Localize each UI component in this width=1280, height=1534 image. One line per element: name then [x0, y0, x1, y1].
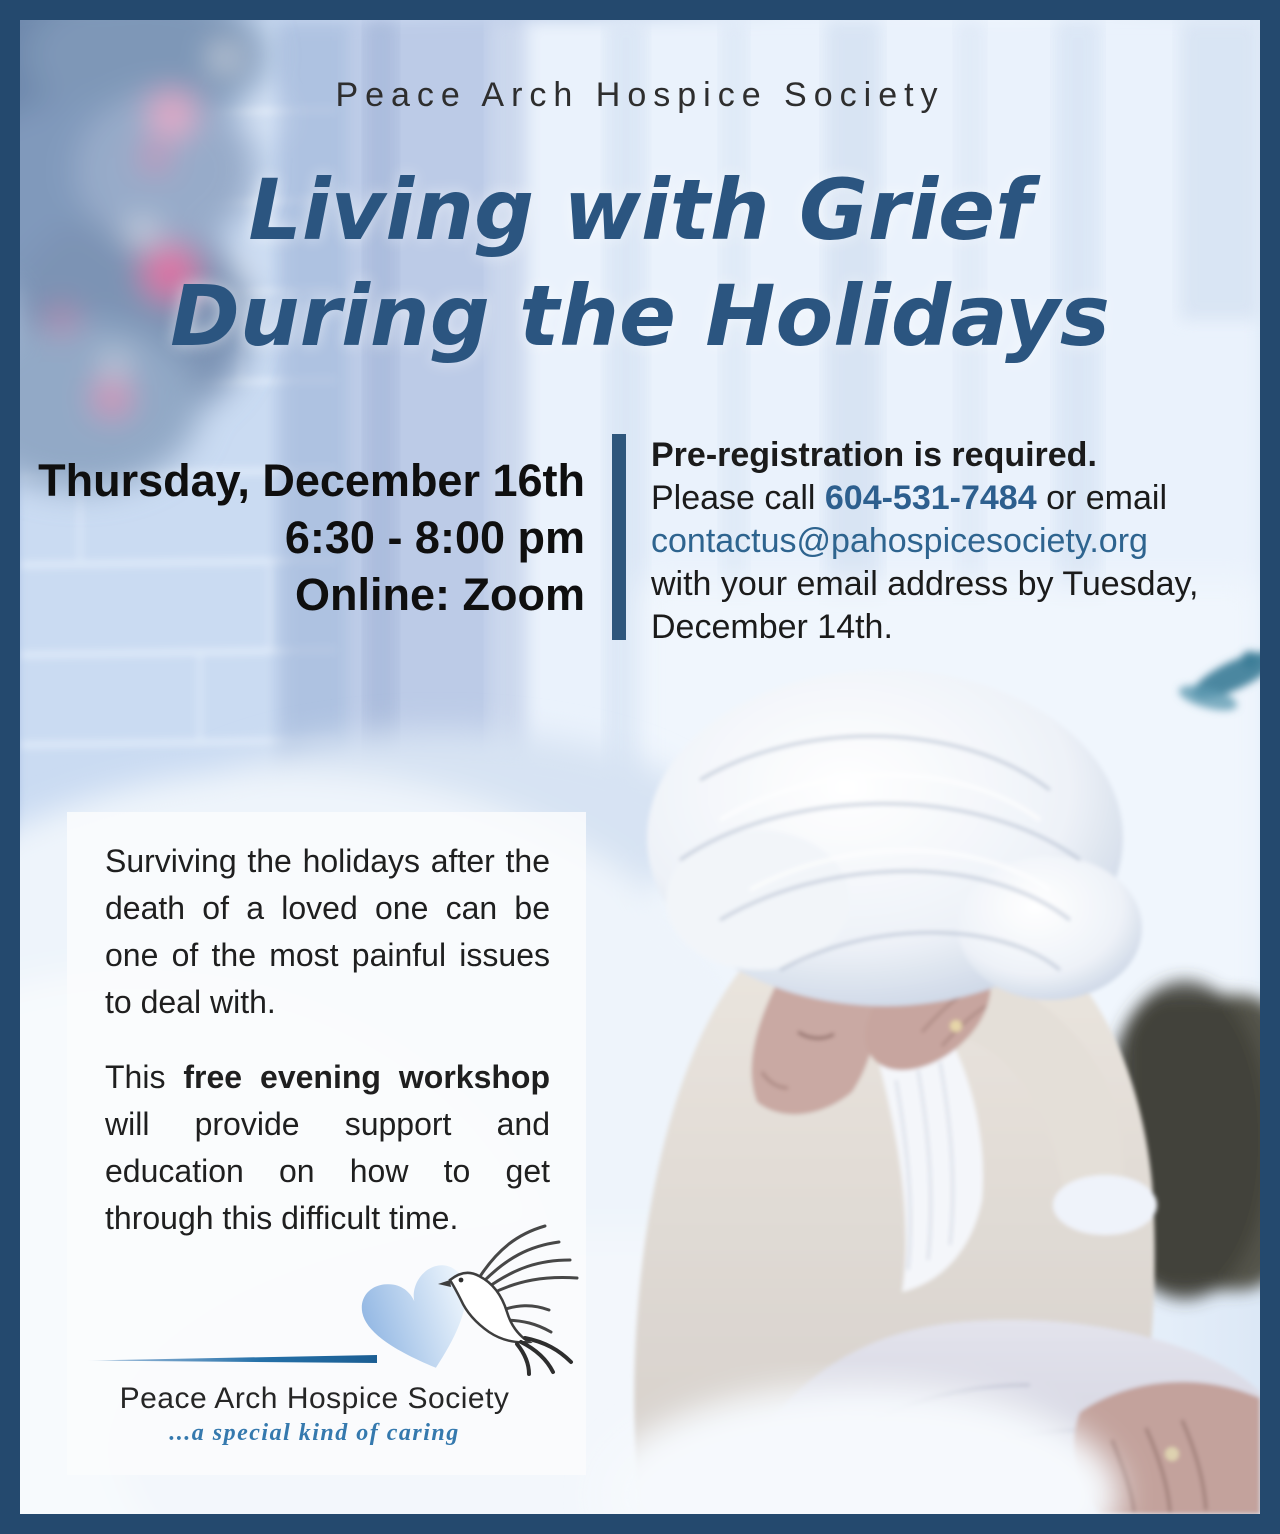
bold-workshop-text: free evening workshop — [183, 1059, 551, 1095]
org-name-header: Peace Arch Hospice Society — [335, 76, 945, 114]
registration-call-line — [651, 477, 1221, 520]
dove-eye — [459, 1278, 464, 1283]
deadline-line1: with your email address by Tuesday, — [651, 565, 1199, 603]
description-paragraph-1 — [105, 838, 550, 1026]
paragraph-line — [105, 1054, 550, 1101]
description-box — [67, 812, 586, 1475]
deadline-line2: December 14th. — [651, 608, 893, 646]
divider-bar — [612, 434, 626, 640]
event-platform: Online: Zoom — [295, 569, 585, 620]
logo-tagline: ...a special kind of caring — [169, 1420, 460, 1446]
blouse-cuff — [1053, 1175, 1157, 1235]
workshop-prefix: This — [105, 1059, 184, 1095]
phone-link[interactable]: 604-531-7484 — [824, 479, 1037, 517]
paragraph-line: to deal with. — [105, 984, 276, 1020]
swoosh-line — [85, 1355, 377, 1363]
call-prefix: Please call — [651, 479, 825, 517]
logo-org-name: Peace Arch Hospice Society — [119, 1382, 510, 1415]
ring — [1165, 1447, 1179, 1461]
paragraph-line: will provide support and — [105, 1106, 550, 1142]
paragraph-line: one of the most painful issues — [105, 937, 550, 973]
title-line1: Living with Grief — [248, 161, 1032, 259]
call-suffix: or email — [1036, 479, 1167, 517]
paragraph-line: through this difficult time. — [105, 1200, 459, 1236]
registration-heading: Pre-registration is required. — [651, 436, 1097, 474]
event-details — [20, 452, 585, 623]
paragraph-line: education on how to get — [105, 1153, 550, 1189]
page-title — [20, 158, 1260, 370]
paragraph-line: Surviving the holidays after the — [105, 843, 550, 879]
paragraph-line: death of a loved one can be — [105, 890, 550, 926]
event-time: 6:30 - 8:00 pm — [284, 512, 585, 563]
event-date: Thursday, December 16th — [38, 455, 585, 506]
title-line2: During the Holidays — [170, 266, 1110, 365]
registration-info — [651, 434, 1221, 649]
logo-artwork — [67, 1220, 586, 1380]
ring — [950, 1020, 962, 1032]
email-link[interactable]: contactus@pahospicesociety.org — [651, 522, 1148, 560]
description-paragraph-2 — [105, 1054, 550, 1242]
